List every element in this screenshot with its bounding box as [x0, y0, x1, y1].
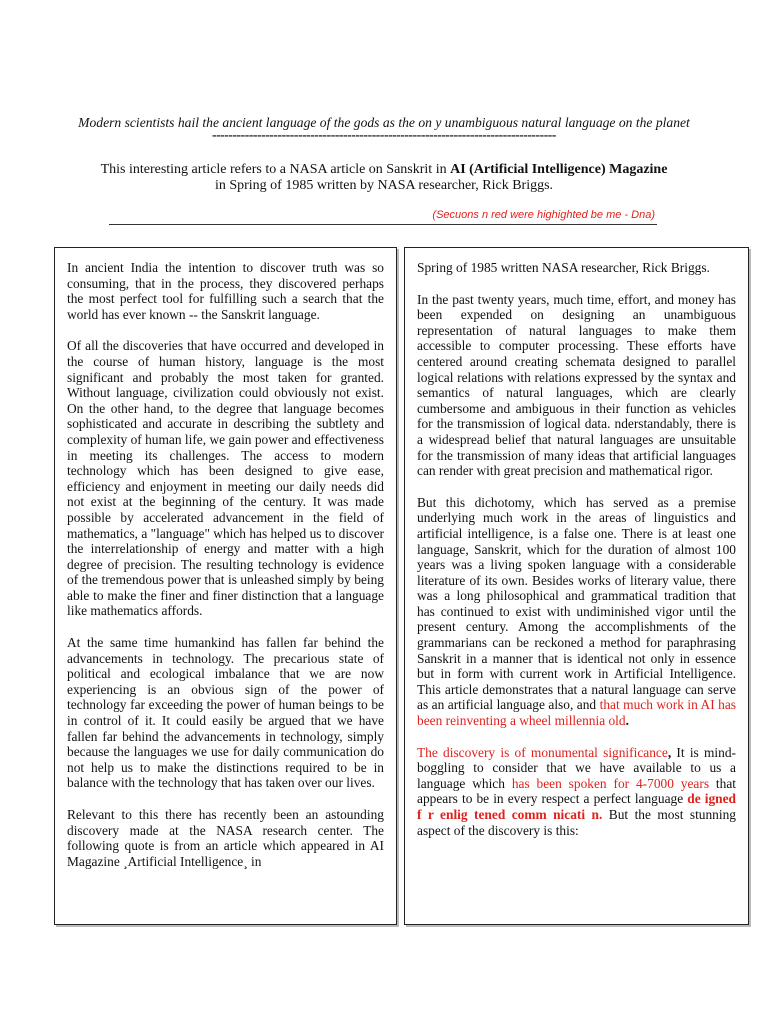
highlight-note: (Secuons n red were highighted be me - Dna)	[432, 209, 655, 221]
magazine-name: AI (Artificial Intelligence) Magazine	[450, 162, 668, 177]
intro-text: This interesting article refers to a NASA article on Sanskrit in	[100, 162, 451, 177]
highlighted-text-bold: de igned f r enlig tened comm nicati n.	[417, 791, 736, 822]
paragraph: Of all the discoveries that have occurred and developed in the course of human history, language is the most significant and probably the most taken for granted. Without language, civilization could obviously not exist. On the other hand, to the degree that language becomes sophisticated and accurate in describing the subtlety and complexity of human life, we gain power and effectiveness in meeting its challenges. The access to modern technology which has been designed to give ease, efficiency and enjoyment in meeting our daily needs did not exist at the beginning of the century. It was made possible by accelerated advancement in the field of mathematics, a "language" which has helped us to discover the interrelationship of energy and matter with a high degree of precision. The resulting technology is evidence of the tremendous power that is unleashed simply by being able to make the finer and finer distinction that a language like mathematics affords.	[67, 338, 384, 619]
highlighted-text: The discovery is of monumental significance	[417, 744, 668, 760]
paragraph: In the past twenty years, much time, effort, and money has been expended on designing an unambiguous representation of natural languages to make them accessible to computer processing. These efforts have centered around creating schemata designed to parallel logical relations with relations expressed by the syntax and semantics of natural languages, which are clearly cumbersome and ambiguous in their function as vehicles for the transmission of logical data. nderstandably, there is a widespread belief that natural languages are unsuitable for the transmission of many ideas that artificial languages can render with great precision and mathematical rigor.	[417, 291, 736, 479]
highlighted-text: has been spoken for 4-7000 years	[511, 775, 710, 791]
dashed-divider: ------------------------------------------------------------------------------------	[211, 128, 557, 142]
paragraph-end: .	[625, 713, 629, 729]
paragraph	[417, 495, 736, 729]
article-headline: Modern scientists hail the ancient language of the gods as the on y unambiguous natural language on the planet	[78, 115, 690, 130]
paragraph-text: But this dichotomy, which has served as a premise underlying much work in the areas of linguistics and artificial intelligence, is a false one. There is at least one language, Sanskrit, which for the duration of almost 100 years was a living spoken language with a considerable literature of its own. Besides works of literary value, there was a long philosophical and grammatical tradition that has continued to exist with undiminished vigor until the present century. Among the accomplishments of the grammarians can be reckoned a method for paraphrasing Sanskrit in a manner that is identical not only in essence but in form with current work in Artificial Intelligence. This article demonstrates that a natural language can serve as an artificial language also, and	[417, 494, 736, 713]
paragraph-text: It is mind-boggling to consider that we have available to us a language which	[417, 744, 736, 791]
left-column	[54, 247, 397, 925]
intro-paragraph	[20, 162, 748, 194]
intro-text-line2: in Spring of 1985 written by NASA researcher, Rick Briggs.	[214, 178, 554, 193]
paragraph: Spring of 1985 written NASA researcher, Rick Briggs.	[417, 260, 710, 275]
paragraph-text: that appears to be in every respect a perfect language	[417, 775, 736, 807]
highlighted-text: that much work in AI has been reinventing a wheel millennia old	[417, 697, 736, 729]
horizontal-rule	[109, 224, 657, 225]
paragraph: In ancient India the intention to discover truth was so consuming, that in the process, they discovered perhaps the most perfect tool for fulfilling such a search that the world has ever known -- the Sanskrit language.	[67, 260, 384, 322]
right-column	[404, 247, 749, 925]
paragraph	[417, 745, 736, 839]
separator: ,	[667, 744, 677, 760]
paragraph: At the same time humankind has fallen far behind the advancements in technology. The precarious state of political and ecological imbalance that we are now experiencing is an obvious sign of the power of technology far exceeding the power of human beings to be in control of it. It could easily be argued that we have fallen far behind the advancements in technology, simply because the languages we use for daily communication do not help us to make the distinctions required to be in balance with the technology that has taken over our lives.	[67, 635, 384, 791]
paragraph-text: But the most stunning aspect of the discovery is this:	[417, 807, 736, 838]
paragraph: Relevant to this there has recently been an astounding discovery made at the NASA research center. The following quote is from an article which appeared in AI Magazine ¸Artificial Intelligence¸ in	[67, 807, 384, 869]
